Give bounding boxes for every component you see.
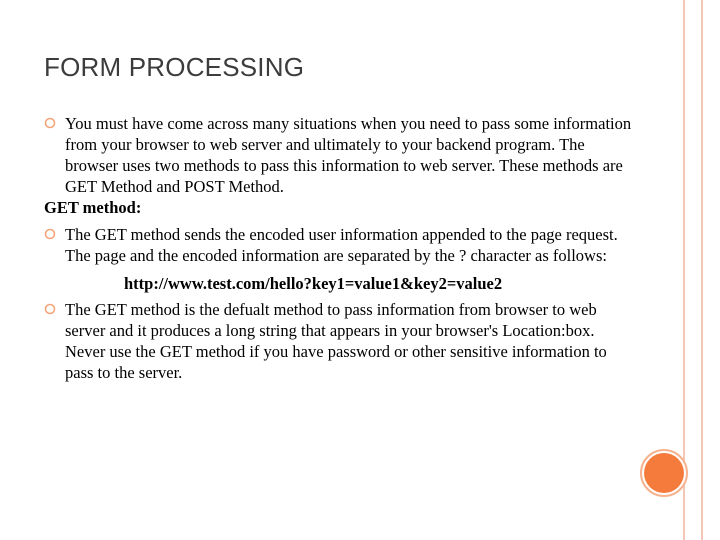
bullet-text: The GET method is the defualt method to pass information from browser to web server and it produces a long string that appears in your browser's Location:box. Never use the GET method if you have password or other sensitive information to pass to the server. (65, 300, 607, 382)
section-heading: GET method: (44, 198, 142, 217)
decorative-circle (640, 449, 688, 497)
bullet-item (44, 299, 634, 383)
bullet-text: The GET method sends the encoded user information appended to the page request. The page and the encoded information are separated by the ? character as follows: (65, 225, 618, 265)
slide-body (44, 113, 634, 383)
bullet-item (44, 113, 634, 197)
bullet-ring-icon (44, 228, 56, 240)
decorative-circle-dot (644, 453, 684, 493)
decorative-border-line (701, 0, 703, 540)
example-url: http://www.test.com/hello?key1=value1&key2=value2 (124, 274, 503, 293)
bullet-item (44, 224, 634, 266)
bullet-ring-icon (44, 117, 56, 129)
slide-title: FORM PROCESSING (44, 52, 305, 82)
bullet-text: You must have come across many situations when you need to pass some information from your browser to web server and ultimately to your backend program. The browser uses two methods to pass this information to web server. These methods are GET Method and POST Method. (65, 114, 632, 196)
bullet-ring-icon (44, 303, 56, 315)
